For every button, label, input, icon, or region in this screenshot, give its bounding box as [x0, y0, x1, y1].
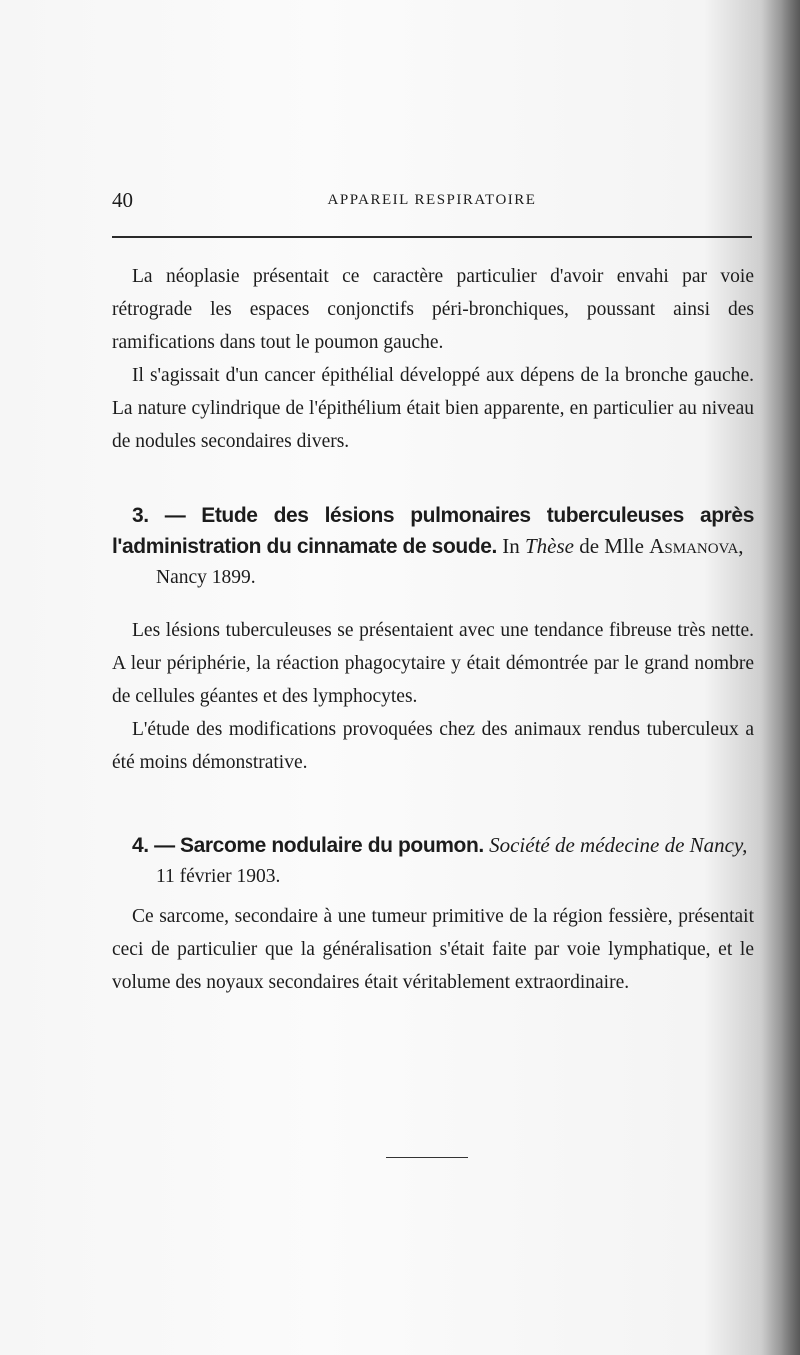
section-number: 3. —: [132, 504, 186, 527]
paragraph: Il s'agissait d'un cancer épithélial développé aux dépens de la bronche gauche. La nature cylindrique de l'épithélium était bien apparente, en particulier au niveau de nodules secondaires divers.: [112, 365, 754, 452]
paragraph: La néoplasie présentait ce caractère particulier d'avoir envahi par voie rétrograde les espaces conjonctifs péri-bronchiques, poussant ainsi des ramifications dans tout le poumon gauche.: [112, 266, 754, 353]
paragraph: L'étude des modifications provoquées chez des animaux rendus tuberculeux a été moins démonstrative.: [112, 719, 754, 773]
reference-date: 11 février 1903.: [156, 866, 281, 887]
paragraph-block-3: [112, 614, 754, 779]
reference-title: Mlle: [604, 534, 644, 558]
page-number: 40: [112, 188, 133, 212]
section-number: 4. —: [132, 834, 175, 857]
header-rule: [112, 236, 752, 238]
paragraph: Ce sarcome, secondaire à une tumeur primitive de la région fessière, présentait ceci de particulier que la généralisation s'était faite par voie lymphatique, et le volume des noyaux secondaires était véritablement extraordinaire.: [112, 906, 754, 993]
reference-de: de: [579, 534, 600, 558]
reference-in: In: [502, 534, 520, 558]
paragraph-block-4: [112, 900, 754, 999]
page-edge-shadow: [762, 0, 800, 1355]
end-rule: [386, 1157, 468, 1158]
reference-author: Asmanova,: [649, 534, 744, 558]
paragraph: Les lésions tuberculeuses se présentaient avec une tendance fibreuse très nette. A leur périphérie, la réaction phagocytaire y était démontrée par le grand nombre de cellules géantes et des lymphocytes.: [112, 620, 754, 707]
running-head: [112, 188, 752, 218]
paragraph-block-1: [112, 260, 754, 458]
running-title: APPAREIL RESPIRATOIRE: [327, 192, 537, 208]
section-3-heading: [112, 500, 754, 593]
section-title: Sarcome nodulaire du poumon.: [180, 834, 484, 857]
section-4-heading: [112, 830, 754, 892]
section-title: Etude des lésions pulmonaires tuberculeuses après l'administration du cinnamate de soude.: [112, 504, 754, 558]
reference-work: Thèse: [524, 534, 574, 558]
reference-place-year: Nancy 1899.: [156, 567, 256, 588]
section-heading: [112, 830, 754, 892]
reference-source: Société de médecine de Nancy,: [489, 833, 748, 857]
section-heading: [112, 500, 754, 593]
